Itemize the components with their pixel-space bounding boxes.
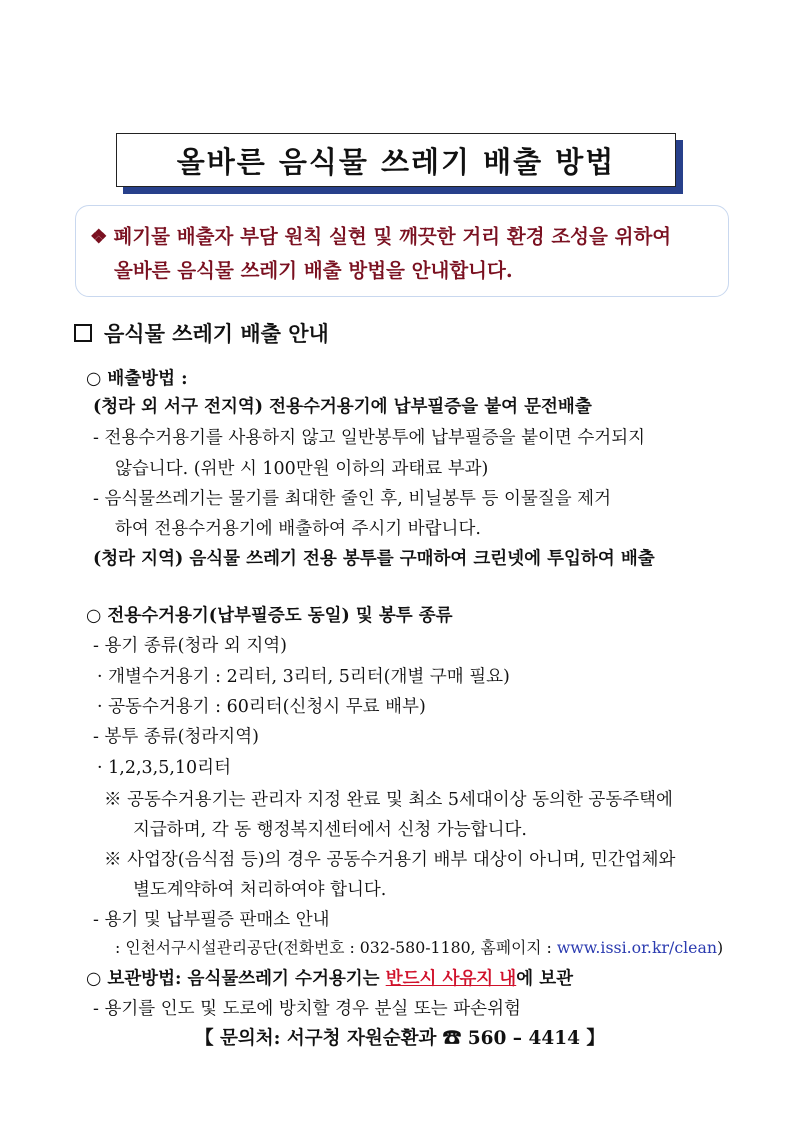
method-note1-line2: 않습니다. (위반 시 100만원 이하의 과태료 부과) [115,459,489,479]
shared-container-note-line2: 지급하며, 각 동 행정복지센터에서 신청 가능합니다. [133,820,527,840]
seller-homepage-link[interactable]: www.issi.or.kr/clean [556,938,718,957]
diamond-bullet-icon: ❖ [90,225,108,248]
section-heading [74,318,329,348]
checkbox-icon [74,324,92,342]
business-note-line2: 별도계약하여 처리하여야 합니다. [133,880,387,900]
seller-info-suffix: ) [717,938,724,957]
storage-heading-prefix: ○ 보관방법: 음식물쓰레기 수거용기는 [86,969,386,989]
shared-container-note-line1: ※ 공동수거용기는 관리자 지정 완료 및 최소 5세대이상 동의한 공동주택에 [104,790,673,810]
contact-info: 【 문의처: 서구청 자원순환과 ☎ 560 – 4414 】 [195,1028,605,1049]
method-note2-line2: 하여 전용수거용기에 배출하여 주시기 바랍니다. [115,519,481,539]
seller-info-prefix: : 인천서구시설관리공단(전화번호 : 032-580-1180, 홈페이지 : [115,938,557,957]
individual-container-item: · 개별수거용기 : 2리터, 3리터, 5리터(개별 구매 필요) [97,667,510,687]
notice-text-1: 폐기물 배출자 부담 원칙 실현 및 깨끗한 거리 환경 조성을 위하여 [113,225,672,248]
business-note-line1: ※ 사업장(음식점 등)의 경우 공동수거용기 배부 대상이 아니며, 민간업체와 [104,850,676,870]
method-note2-line1: - 음식물쓰레기는 물기를 최대한 줄인 후, 비닐봉투 등 이물질을 제거 [93,489,611,509]
types-heading: ○ 전용수거용기(납부필증도 동일) 및 봉투 종류 [86,606,453,626]
storage-heading-suffix: 에 보관 [516,969,574,989]
storage-highlight: 반드시 사유지 내 [385,969,517,989]
page-title: 올바른 음식물 쓰레기 배출 방법 [116,133,676,187]
notice-line-1 [90,220,716,254]
method-heading: ○ 배출방법 : [86,369,188,389]
section-title: 음식물 쓰레기 배출 안내 [104,321,329,346]
method-area2-rule: (청라 지역) 음식물 쓰레기 전용 봉투를 구매하여 크린넷에 투입하여 배출 [93,549,655,569]
notice-line-2: 올바른 음식물 쓰레기 배출 방법을 안내합니다. [114,259,513,282]
shared-container-item: · 공동수거용기 : 60리터(신청시 무료 배부) [97,697,426,717]
storage-heading [86,965,573,990]
container-type-label: - 용기 종류(청라 외 지역) [93,636,287,656]
bag-type-label: - 봉투 종류(청라지역) [93,727,259,747]
bag-sizes-item: · 1,2,3,5,10리터 [97,758,231,778]
seller-label: - 용기 및 납부필증 판매소 안내 [93,910,330,930]
seller-info [115,935,723,958]
notice-box [75,205,729,297]
method-note1-line1: - 전용수거용기를 사용하지 않고 일반봉투에 납부필증을 붙이면 수거되지 [93,428,645,448]
method-area1-rule: (청라 외 서구 전지역) 전용수거용기에 납부필증을 붙여 문전배출 [93,397,592,417]
storage-warning: - 용기를 인도 및 도로에 방치할 경우 분실 또는 파손위험 [93,999,521,1019]
